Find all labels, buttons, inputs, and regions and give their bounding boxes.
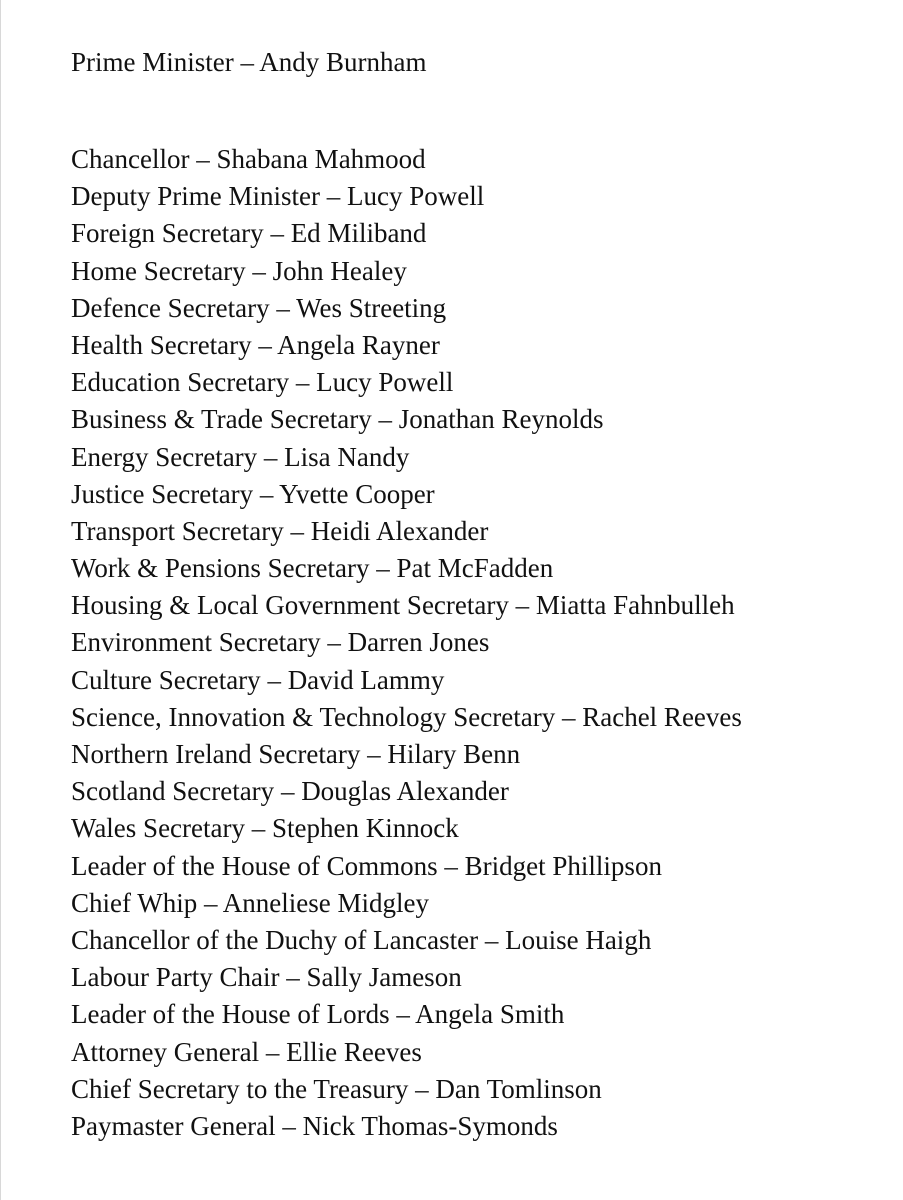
- appointee-name: Jonathan Reynolds: [398, 404, 604, 435]
- cabinet-entry: [71, 327, 883, 364]
- cabinet-entry: [71, 513, 883, 550]
- cabinet-entry: [71, 290, 883, 327]
- role-label: Deputy Prime Minister: [71, 181, 320, 212]
- dash-separator: –: [286, 962, 300, 993]
- dash-separator: –: [265, 1036, 280, 1067]
- dash-separator: –: [252, 255, 266, 286]
- appointee-name: John Healey: [272, 255, 407, 286]
- role-label: Science, Innovation & Technology Secretary: [71, 701, 556, 732]
- cabinet-entry: [71, 1071, 883, 1108]
- appointee-name: Angela Rayner: [277, 329, 440, 360]
- dash-separator: –: [251, 813, 266, 844]
- cabinet-list-document: [71, 44, 883, 1145]
- cabinet-entry: [71, 662, 883, 699]
- dash-separator: –: [515, 590, 530, 621]
- dash-separator: –: [378, 404, 392, 435]
- appointee-name: Bridget Phillipson: [464, 850, 662, 881]
- role-label: Justice Secretary: [71, 478, 254, 509]
- role-label: Wales Secretary: [71, 813, 245, 844]
- cabinet-entry: [71, 773, 883, 810]
- appointee-name: David Lammy: [287, 664, 445, 695]
- dash-separator: –: [561, 701, 576, 732]
- appointee-name: Ed Miliband: [290, 218, 427, 249]
- cabinet-entry: [71, 476, 883, 513]
- role-label: Scotland Secretary: [71, 776, 275, 807]
- cabinet-entry: [71, 736, 883, 773]
- role-label: Energy Secretary: [71, 441, 258, 472]
- dash-separator: –: [263, 441, 278, 472]
- cabinet-entry: [71, 253, 883, 290]
- dash-separator: –: [280, 776, 295, 807]
- appointee-name: Darren Jones: [347, 627, 490, 658]
- appointee-name: Sally Jameson: [306, 962, 462, 993]
- dash-separator: –: [196, 144, 210, 174]
- dash-separator: –: [203, 887, 218, 918]
- cabinet-entry: [71, 550, 883, 587]
- role-label: Education Secretary: [71, 367, 290, 398]
- blank-spacer: [71, 81, 883, 141]
- appointee-name: Shabana Mahmood: [216, 144, 426, 174]
- page-edge-line: [0, 0, 1, 1200]
- role-label: Paymaster General: [71, 1110, 276, 1141]
- dash-separator: –: [327, 627, 341, 658]
- appointee-name: Miatta Fahnbulleh: [535, 590, 735, 621]
- role-label: Chancellor of the Duchy of Lancaster: [71, 924, 479, 955]
- cabinet-entry: [71, 810, 883, 847]
- appointee-name: Louise Haigh: [505, 924, 652, 955]
- cabinet-entries-list: [71, 141, 883, 1145]
- role-label: Chief Secretary to the Treasury: [71, 1073, 409, 1104]
- cabinet-entry: [71, 439, 883, 476]
- dash-separator: –: [276, 292, 290, 323]
- role-label: Defence Secretary: [71, 292, 270, 323]
- dash-separator: –: [415, 1073, 429, 1104]
- appointee-name: Yvette Cooper: [279, 478, 435, 509]
- role-label: Attorney General: [71, 1036, 260, 1067]
- dash-separator: –: [258, 329, 272, 360]
- cabinet-entry: [71, 699, 883, 736]
- dash-separator: –: [396, 999, 410, 1030]
- role-label: Transport Secretary: [71, 515, 284, 546]
- cabinet-entry: [71, 364, 883, 401]
- cabinet-entry: [71, 885, 883, 922]
- appointee-name: Stephen Kinnock: [271, 813, 459, 844]
- appointee-name: Hilary Benn: [387, 739, 521, 769]
- appointee-name: Andy Burnham: [259, 47, 427, 77]
- role-label: Labour Party Chair: [71, 962, 280, 993]
- role-label: Foreign Secretary: [71, 218, 264, 249]
- appointee-name: Lucy Powell: [346, 181, 485, 212]
- role-label: Northern Ireland Secretary: [71, 739, 361, 769]
- appointee-name: Wes Streeting: [296, 292, 447, 323]
- dash-separator: –: [270, 218, 284, 249]
- cabinet-entry: [71, 141, 883, 178]
- appointee-name: Pat McFadden: [396, 553, 554, 584]
- appointee-name: Lucy Powell: [316, 367, 454, 398]
- dash-separator: –: [444, 850, 458, 881]
- prime-minister-line: [71, 44, 883, 81]
- dash-separator: –: [282, 1110, 296, 1141]
- dash-separator: –: [240, 47, 254, 77]
- role-label: Housing & Local Government Secretary: [71, 590, 509, 621]
- appointee-name: Heidi Alexander: [310, 515, 489, 546]
- appointee-name: Ellie Reeves: [286, 1036, 422, 1067]
- cabinet-entry: [71, 959, 883, 996]
- appointee-name: Angela Smith: [415, 999, 565, 1030]
- cabinet-entry: [71, 996, 883, 1033]
- dash-separator: –: [326, 181, 341, 212]
- role-label: Leader of the House of Commons: [71, 850, 438, 881]
- appointee-name: Lisa Nandy: [284, 441, 410, 472]
- dash-separator: –: [367, 739, 381, 769]
- role-label: Business & Trade Secretary: [71, 404, 372, 435]
- dash-separator: –: [259, 478, 274, 509]
- role-label: Leader of the House of Lords: [71, 999, 390, 1030]
- cabinet-entry: [71, 215, 883, 252]
- cabinet-entry: [71, 922, 883, 959]
- cabinet-entry: [71, 848, 883, 885]
- dash-separator: –: [290, 515, 304, 546]
- appointee-name: Douglas Alexander: [301, 776, 509, 807]
- appointee-name: Dan Tomlinson: [435, 1073, 602, 1104]
- cabinet-entry: [71, 624, 883, 661]
- role-label: Prime Minister: [71, 47, 234, 77]
- dash-separator: –: [295, 367, 310, 398]
- dash-separator: –: [267, 664, 281, 695]
- appointee-name: Nick Thomas-Symonds: [302, 1110, 558, 1141]
- appointee-name: Rachel Reeves: [582, 701, 742, 732]
- role-label: Culture Secretary: [71, 664, 261, 695]
- cabinet-entry: [71, 1034, 883, 1071]
- dash-separator: –: [484, 924, 499, 955]
- cabinet-entry: [71, 587, 883, 624]
- role-label: Home Secretary: [71, 255, 246, 286]
- role-label: Environment Secretary: [71, 627, 321, 658]
- role-label: Chancellor: [71, 144, 190, 174]
- role-label: Health Secretary: [71, 329, 252, 360]
- cabinet-entry: [71, 1108, 883, 1145]
- role-label: Work & Pensions Secretary: [71, 553, 370, 584]
- appointee-name: Anneliese Midgley: [222, 887, 429, 918]
- dash-separator: –: [376, 553, 390, 584]
- role-label: Chief Whip: [71, 887, 198, 918]
- cabinet-entry: [71, 401, 883, 438]
- cabinet-entry: [71, 178, 883, 215]
